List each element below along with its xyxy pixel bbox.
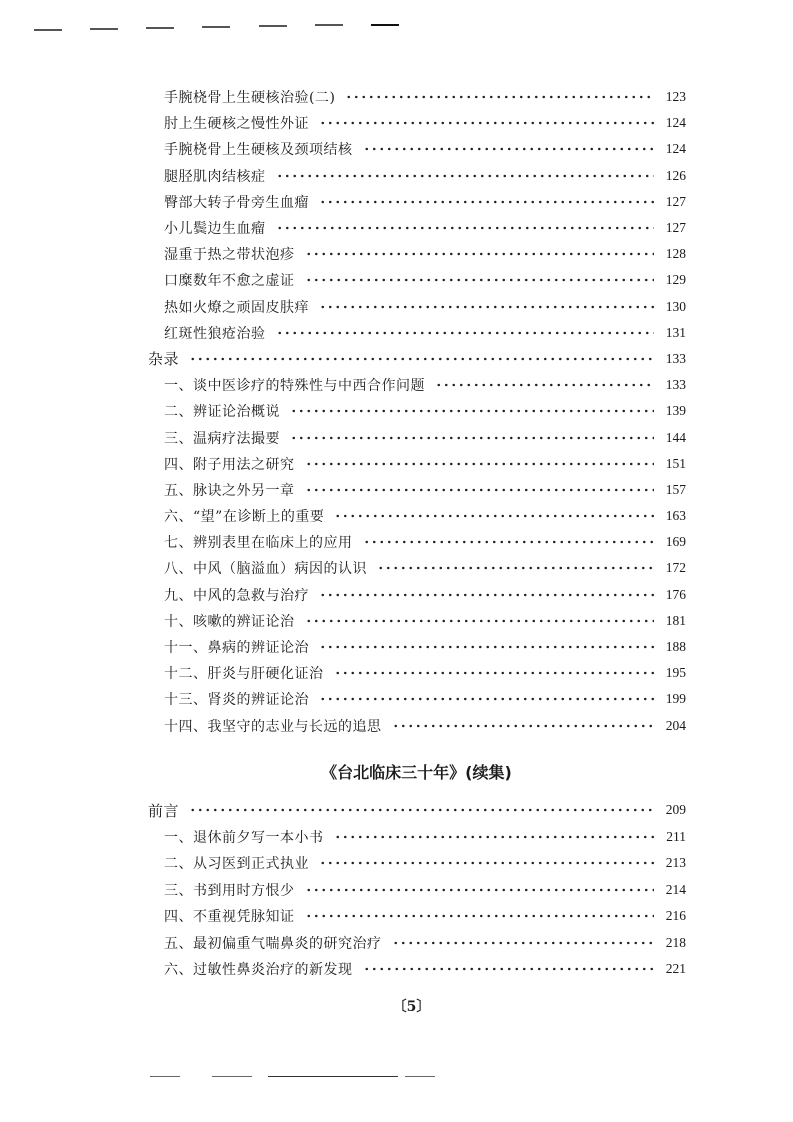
entry-title: 四、附子用法之研究 xyxy=(164,456,295,473)
entry-page: 181 xyxy=(665,612,686,628)
dot-leader xyxy=(189,357,654,361)
toc-entry xyxy=(148,555,686,581)
entry-title: 二、从习医到正式执业 xyxy=(164,856,309,873)
entry-title: 二、辨证论治概说 xyxy=(164,404,280,421)
toc-entry xyxy=(148,660,686,686)
entry-page: 126 xyxy=(665,167,686,183)
entry-title: 一、谈中医诊疗的特殊性与中西合作问题 xyxy=(164,378,425,395)
toc-entry xyxy=(148,877,686,904)
toc-entry xyxy=(148,451,686,477)
entry-title: 五、最初偏重气喘鼻炎的研究治疗 xyxy=(164,935,382,952)
toc-entry xyxy=(148,346,686,372)
entry-title: 十二、肝炎与肝硬化证治 xyxy=(164,666,324,683)
dot-leader xyxy=(305,619,655,623)
entry-title: 热如火燎之顽固皮肤痒 xyxy=(164,299,309,316)
entry-title: 八、中风（脑溢血）病因的认识 xyxy=(164,561,367,578)
entry-page: 157 xyxy=(665,481,686,497)
entry-page: 130 xyxy=(665,298,686,314)
dot-leader xyxy=(276,226,655,230)
entry-page: 123 xyxy=(665,89,686,105)
dot-leader xyxy=(290,409,654,413)
dot-leader xyxy=(305,278,655,282)
entry-title: 前言 xyxy=(148,801,180,820)
dot-leader xyxy=(305,462,655,466)
toc-entry xyxy=(148,686,686,712)
entry-page: 211 xyxy=(666,828,686,844)
toc-section-1 xyxy=(148,84,686,739)
entry-page: 144 xyxy=(665,429,686,445)
toc-entry xyxy=(148,477,686,503)
entry-page: 127 xyxy=(665,220,686,236)
dot-leader xyxy=(305,888,655,892)
entry-page: 213 xyxy=(665,855,686,871)
entry-title: 手腕桡骨上生硬核治验(二) xyxy=(164,90,336,107)
entry-page: 176 xyxy=(665,586,686,602)
entry-title: 四、不重视凭脉知证 xyxy=(164,909,295,926)
dot-leader xyxy=(334,671,655,675)
toc-entry xyxy=(148,956,686,983)
dot-leader xyxy=(305,488,655,492)
dot-leader xyxy=(377,566,654,570)
dot-leader xyxy=(334,514,654,518)
section-heading: 《台北临床三十年》(续集) xyxy=(321,763,512,782)
entry-title: 十四、我坚守的志业与长远的追思 xyxy=(164,718,382,735)
entry-title: 六、“望”在诊断上的重要 xyxy=(164,509,325,526)
dot-leader xyxy=(363,967,655,971)
toc-entry xyxy=(148,267,686,293)
entry-page: 163 xyxy=(665,508,686,524)
toc-entry xyxy=(148,634,686,660)
toc-section-2 xyxy=(148,797,686,983)
entry-title: 小儿鬓边生血瘤 xyxy=(164,221,266,238)
toc-entry xyxy=(148,320,686,346)
entry-page: 172 xyxy=(665,560,686,576)
dot-leader xyxy=(392,724,655,728)
dot-leader xyxy=(319,200,654,204)
toc-entry xyxy=(148,136,686,162)
dot-leader xyxy=(276,331,655,335)
dot-leader xyxy=(363,540,655,544)
dot-leader xyxy=(319,121,654,125)
entry-page: 188 xyxy=(665,639,686,655)
entry-title: 七、辨别表里在临床上的应用 xyxy=(164,535,353,552)
entry-page: 128 xyxy=(665,246,686,262)
entry-title: 十、咳嗽的辨证论治 xyxy=(164,613,295,630)
entry-page: 124 xyxy=(665,115,686,131)
toc-entry xyxy=(148,582,686,608)
entry-page: 129 xyxy=(665,272,686,288)
entry-page: 195 xyxy=(665,665,686,681)
dot-leader xyxy=(435,383,654,387)
entry-title: 九、中风的急救与治疗 xyxy=(164,587,309,604)
entry-title: 十三、肾炎的辨证论治 xyxy=(164,692,309,709)
toc-entry xyxy=(148,189,686,215)
entry-page: 124 xyxy=(665,141,686,157)
toc-entry xyxy=(148,529,686,555)
entry-page: 218 xyxy=(665,934,686,950)
dot-leader xyxy=(345,95,654,99)
toc-entry xyxy=(148,241,686,267)
dot-leader xyxy=(392,941,655,945)
entry-title: 手腕桡骨上生硬核及颈项结核 xyxy=(164,142,353,159)
entry-title: 三、书到用时方恨少 xyxy=(164,882,295,899)
dot-leader xyxy=(319,697,654,701)
toc-entry xyxy=(148,903,686,930)
entry-title: 肘上生硬核之慢性外证 xyxy=(164,116,309,133)
dot-leader xyxy=(305,914,655,918)
toc-entry xyxy=(148,930,686,957)
entry-title: 六、过敏性鼻炎治疗的新发现 xyxy=(164,962,353,979)
dot-leader xyxy=(363,147,655,151)
entry-title: 五、脉诀之外另一章 xyxy=(164,482,295,499)
toc-entry xyxy=(148,110,686,136)
entry-page: 133 xyxy=(665,377,686,393)
entry-title: 湿重于热之带状泡疹 xyxy=(164,247,295,264)
toc-entry xyxy=(148,372,686,398)
entry-page: 151 xyxy=(665,455,686,471)
toc-entry xyxy=(148,608,686,634)
entry-page: 133 xyxy=(665,350,686,366)
dot-leader xyxy=(189,808,654,812)
dot-leader xyxy=(319,861,654,865)
entry-title: 红斑性狼疮治验 xyxy=(164,325,266,342)
dot-leader xyxy=(319,593,654,597)
toc-entry xyxy=(148,215,686,241)
toc-entry xyxy=(148,424,686,450)
entry-page: 127 xyxy=(665,193,686,209)
toc-entry xyxy=(148,503,686,529)
toc-entry xyxy=(148,398,686,424)
entry-title: 腿胫肌肉结核症 xyxy=(164,168,266,185)
toc-entry xyxy=(148,850,686,877)
dot-leader xyxy=(276,174,655,178)
toc-entry xyxy=(148,163,686,189)
toc-entry xyxy=(148,294,686,320)
toc-entry xyxy=(148,84,686,110)
toc-entry xyxy=(148,824,686,851)
entry-page: 169 xyxy=(665,534,686,550)
entry-page: 199 xyxy=(665,691,686,707)
entry-page: 139 xyxy=(665,403,686,419)
dot-leader xyxy=(290,436,654,440)
entry-title: 三、温病疗法撮要 xyxy=(164,430,280,447)
page-number: 〔5〕 xyxy=(392,999,431,1015)
entry-title: 臀部大转子骨旁生血瘤 xyxy=(164,194,309,211)
toc-entry xyxy=(148,713,686,739)
entry-page: 209 xyxy=(665,802,686,818)
entry-title: 一、退休前夕写一本小书 xyxy=(164,829,324,846)
dot-leader xyxy=(334,835,655,839)
toc-entry xyxy=(148,797,686,824)
dot-leader xyxy=(319,305,654,309)
entry-page: 204 xyxy=(665,717,686,733)
entry-title: 口糜数年不愈之虚证 xyxy=(164,273,295,290)
dot-leader xyxy=(305,252,655,256)
entry-page: 216 xyxy=(665,908,686,924)
entry-page: 214 xyxy=(665,881,686,897)
entry-title: 杂录 xyxy=(148,350,180,369)
entry-page: 221 xyxy=(665,961,686,977)
entry-title: 十一、鼻病的辨证论治 xyxy=(164,640,309,657)
dot-leader xyxy=(319,645,654,649)
entry-page: 131 xyxy=(665,324,686,340)
